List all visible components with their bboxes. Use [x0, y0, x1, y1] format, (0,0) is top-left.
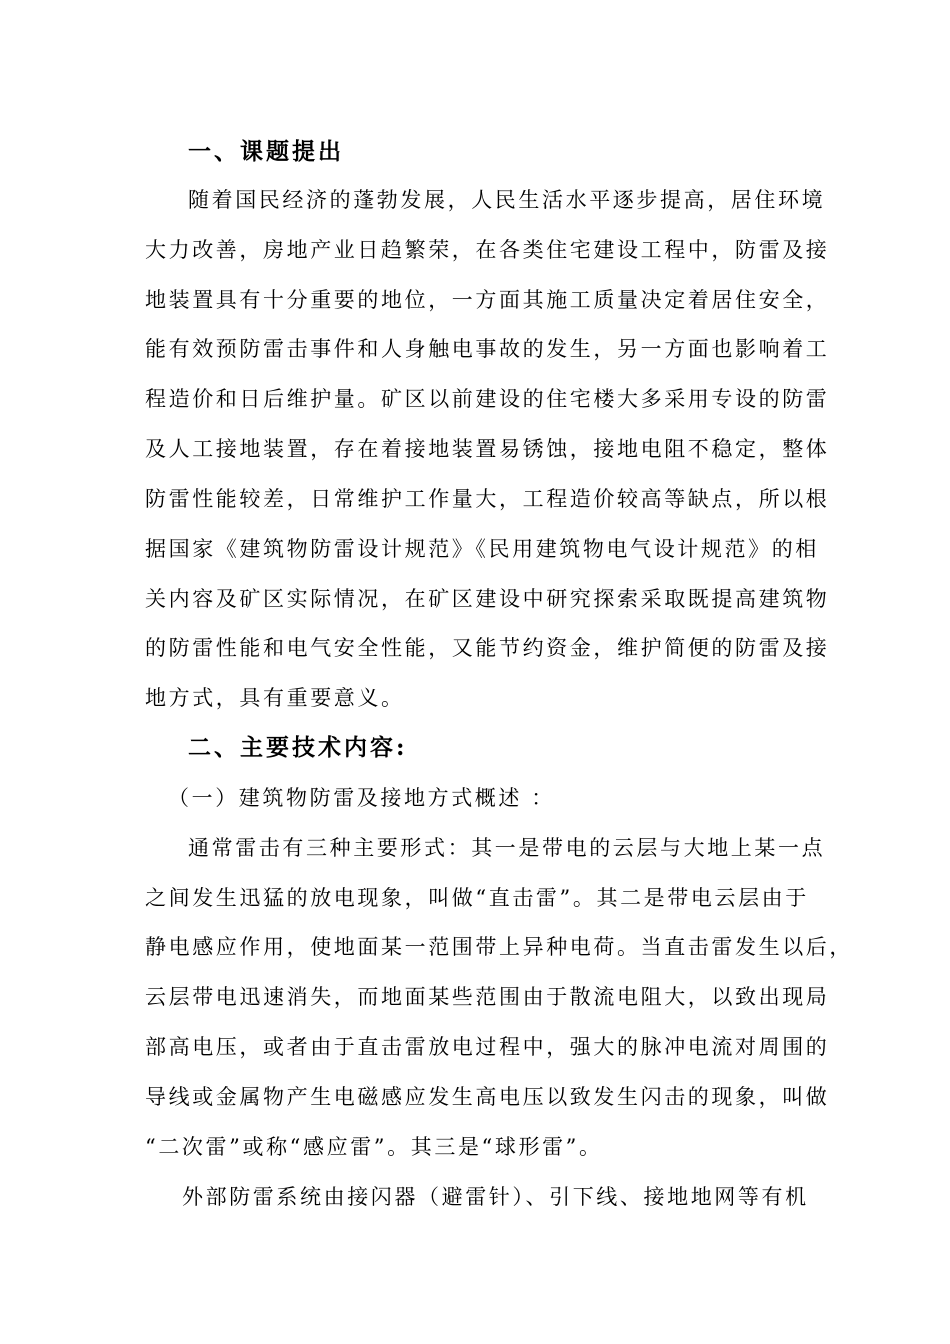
paragraph-line: 外部防雷系统由接闪器（避雷针）、引下线、接地地网等有机	[182, 1185, 809, 1209]
paragraph-line: 关内容及矿区实际情况，在矿区建设中研究探索采取既提高建筑物	[145, 587, 830, 611]
paragraph-line: 部高电压，或者由于直击雷放电过程中，强大的脉冲电流对周围的	[145, 1035, 830, 1059]
paragraph-line: 之间发生迅猛的放电现象，叫做“直击雷”。其二是带电云层由于	[145, 886, 809, 910]
paragraph-line: 地方式，具有重要意义。	[145, 686, 405, 710]
paragraph-line: 云层带电迅速消失，而地面某些范围由于散流电阻大，以致出现局	[145, 985, 830, 1009]
paragraph-line: 防雷性能较差，日常维护工作量大，工程造价较高等缺点，所以根	[145, 487, 830, 511]
section2-subheading: （一）建筑物防雷及接地方式概述 ：	[168, 786, 555, 810]
paragraph-line: 程造价和日后维护量。矿区以前建设的住宅楼大多采用专设的防雷	[145, 387, 830, 411]
section2-heading: 二、主要技术内容:	[188, 734, 408, 761]
paragraph-line: 地装置具有十分重要的地位，一方面其施工质量决定着居住安全，	[145, 288, 830, 312]
paragraph-line: 随着国民经济的蓬勃发展，人民生活水平逐步提高，居住环境	[188, 188, 826, 212]
paragraph-line: 据国家《建筑物防雷设计规范》《民用建筑物电气设计规范》的相	[145, 537, 819, 561]
paragraph-line: 静电感应作用，使地面某一范围带上异种电荷。当直击雷发生以后，	[145, 935, 853, 959]
section1-heading: 一、课题提出	[188, 138, 344, 165]
paragraph-line: “二次雷”或称“感应雷”。其三是“球形雷”。	[145, 1135, 603, 1159]
paragraph-line: 大力改善，房地产业日趋繁荣，在各类住宅建设工程中，防雷及接	[145, 238, 830, 262]
paragraph-line: 及人工接地装置，存在着接地装置易锈蚀，接地电阻不稳定，整体	[145, 437, 830, 461]
paragraph-line: 能有效预防雷击事件和人身触电事故的发生，另一方面也影响着工	[145, 337, 830, 361]
paragraph-line: 导线或金属物产生电磁感应发生高电压以致发生闪击的现象，叫做	[145, 1085, 830, 1109]
paragraph-line: 通常雷击有三种主要形式：其一是带电的云层与大地上某一点	[188, 836, 826, 860]
paragraph-line: 的防雷性能和电气安全性能，又能节约资金，维护简便的防雷及接	[145, 636, 830, 660]
